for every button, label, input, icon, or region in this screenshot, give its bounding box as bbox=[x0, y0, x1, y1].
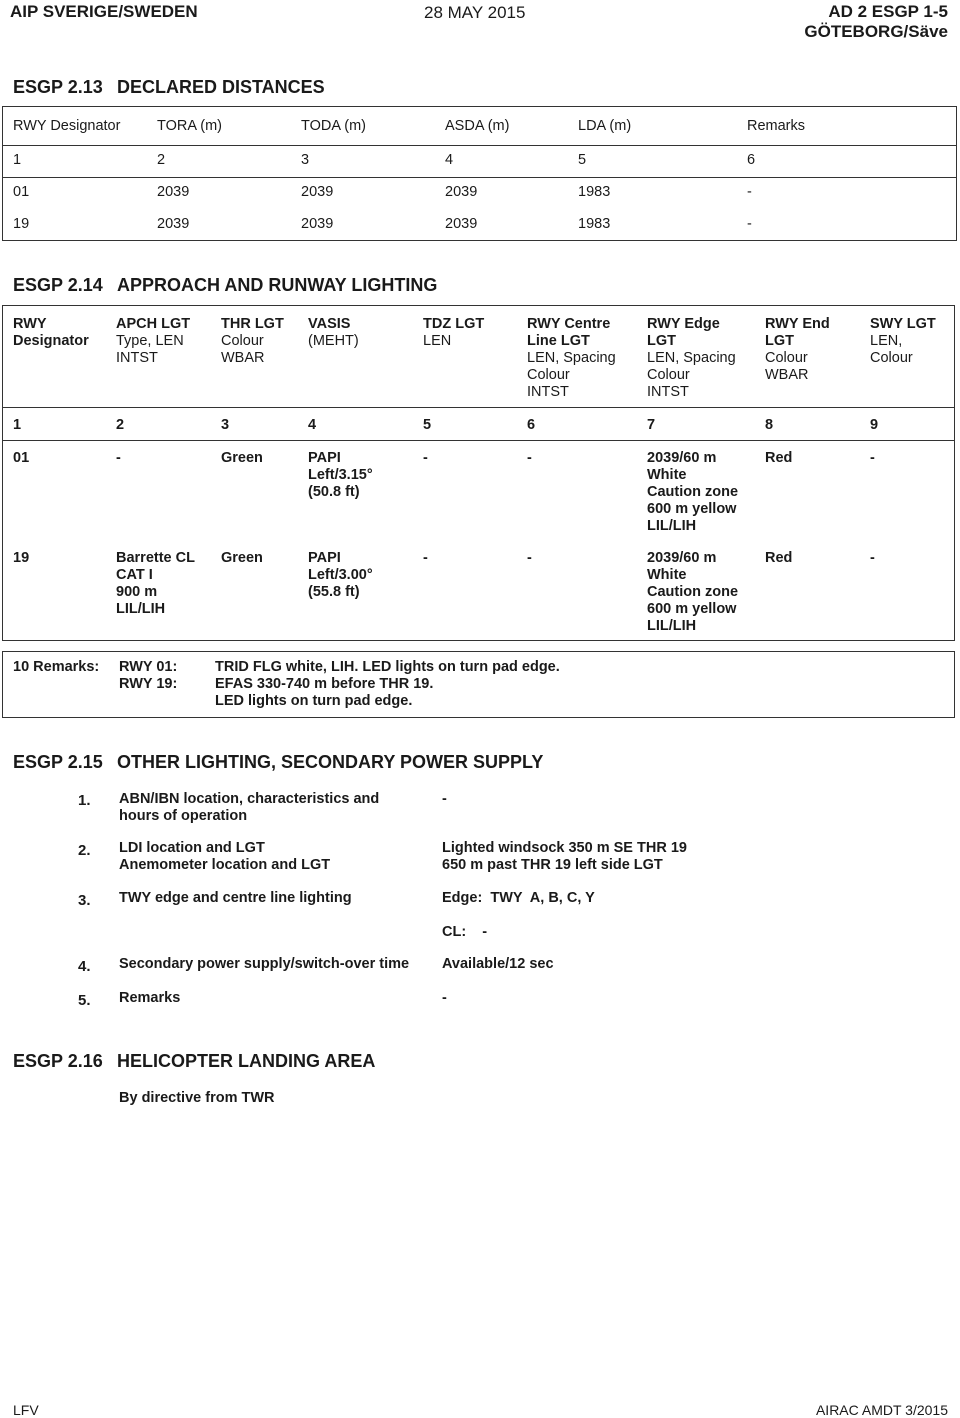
table-cell: Green bbox=[221, 450, 263, 466]
item-value: - bbox=[442, 791, 447, 807]
header-label: THR LGT bbox=[221, 316, 284, 332]
lighting-remarks-box bbox=[2, 651, 955, 718]
table-divider bbox=[3, 145, 956, 146]
table-cell: 2039 bbox=[157, 184, 190, 200]
declared-distances-table bbox=[2, 106, 957, 241]
remarks-rwy19-text: LED lights on turn pad edge. bbox=[215, 693, 413, 709]
header-sublabel: LEN, Spacing bbox=[527, 350, 616, 366]
header-cell bbox=[423, 316, 484, 350]
section-number: ESGP 2.14 bbox=[13, 275, 103, 295]
table-cell bbox=[647, 450, 738, 535]
cell-line: White bbox=[647, 567, 687, 583]
header-sublabel: LGT bbox=[765, 333, 794, 349]
table-cell: - bbox=[423, 450, 428, 466]
header-sublabel: LEN bbox=[423, 333, 452, 349]
header-sublabel: INTST bbox=[116, 350, 158, 366]
table-cell: Red bbox=[765, 550, 793, 566]
column-number: 6 bbox=[527, 417, 536, 433]
header-sublabel: Colour bbox=[870, 350, 913, 366]
header-cell bbox=[647, 316, 736, 401]
table-cell: - bbox=[527, 550, 532, 566]
header-sublabel: Colour bbox=[765, 350, 808, 366]
header-cell: LDA (m) bbox=[578, 118, 632, 134]
table-cell: - bbox=[116, 450, 121, 466]
table-divider bbox=[3, 177, 956, 178]
header-sublabel: Designator bbox=[13, 333, 89, 349]
remarks-rwy01-label: RWY 01: bbox=[119, 659, 178, 675]
header-sublabel: (MEHT) bbox=[308, 333, 359, 349]
table-cell bbox=[116, 550, 195, 618]
cell-line: Left/3.00° bbox=[308, 567, 373, 583]
aerodrome-name: GÖTEBORG/Säve bbox=[804, 22, 948, 41]
table-cell bbox=[647, 550, 738, 635]
column-number: 3 bbox=[301, 152, 310, 168]
table-cell: 2039 bbox=[445, 216, 478, 232]
remarks-rwy01-text: TRID FLG white, LIH. LED lights on turn pad edge. bbox=[215, 659, 560, 675]
header-cell: Remarks bbox=[747, 118, 806, 134]
header-label: SWY LGT bbox=[870, 316, 936, 332]
column-number: 1 bbox=[13, 152, 22, 168]
table-cell bbox=[308, 450, 373, 501]
cell-line: White bbox=[647, 467, 687, 483]
column-number: 5 bbox=[423, 417, 432, 433]
table-cell: 1983 bbox=[578, 216, 611, 232]
header-cell bbox=[308, 316, 359, 350]
header-label: RWY bbox=[13, 316, 47, 332]
section-number: ESGP 2.15 bbox=[13, 752, 103, 772]
header-sublabel: WBAR bbox=[765, 367, 809, 383]
cell-line: 2039/60 m bbox=[647, 550, 717, 566]
section-title: HELICOPTER LANDING AREA bbox=[117, 1051, 376, 1071]
header-sublabel: LGT bbox=[647, 333, 676, 349]
cell-line: 2039/60 m bbox=[647, 450, 717, 466]
table-cell: - bbox=[870, 450, 875, 466]
column-number: 5 bbox=[578, 152, 587, 168]
cell-line: 600 m yellow bbox=[647, 501, 737, 517]
item-number: 2. bbox=[78, 842, 91, 859]
section-number: ESGP 2.16 bbox=[13, 1051, 103, 1071]
column-number: 8 bbox=[765, 417, 774, 433]
table-cell: - bbox=[527, 450, 532, 466]
header-sublabel: Colour bbox=[527, 367, 570, 383]
helicopter-area-text: By directive from TWR bbox=[119, 1090, 275, 1106]
header-sublabel: Type, LEN bbox=[116, 333, 184, 349]
cell-line: Caution zone bbox=[647, 484, 739, 500]
page-reference bbox=[804, 2, 948, 42]
header-sublabel: Colour bbox=[647, 367, 690, 383]
page-number: AD 2 ESGP 1-5 bbox=[828, 2, 948, 21]
column-number: 3 bbox=[221, 417, 230, 433]
table-cell: 2039 bbox=[301, 216, 334, 232]
table-cell bbox=[308, 550, 373, 601]
footer-publisher: LFV bbox=[13, 1402, 39, 1418]
section-2-14-heading bbox=[13, 275, 437, 296]
item-label: LDI location and LGT bbox=[119, 840, 265, 856]
section-title: APPROACH AND RUNWAY LIGHTING bbox=[117, 275, 438, 295]
header-cell: TODA (m) bbox=[301, 118, 366, 134]
header-cell bbox=[13, 316, 89, 350]
approach-runway-lighting-table bbox=[2, 305, 955, 641]
section-2-16-heading bbox=[13, 1051, 375, 1072]
section-2-15-heading bbox=[13, 752, 543, 773]
cell-line: (50.8 ft) bbox=[308, 484, 360, 500]
column-number: 2 bbox=[116, 417, 125, 433]
item-label: Remarks bbox=[119, 990, 181, 1006]
header-cell bbox=[221, 316, 284, 367]
cell-line: CAT I bbox=[116, 567, 153, 583]
item-label: ABN/IBN location, characteristics and bbox=[119, 791, 380, 807]
item-value-cl: CL: - bbox=[442, 924, 488, 940]
table-cell: 2039 bbox=[301, 184, 334, 200]
column-number: 2 bbox=[157, 152, 166, 168]
header-label: TDZ LGT bbox=[423, 316, 485, 332]
table-cell: Red bbox=[765, 450, 793, 466]
header-label: APCH LGT bbox=[116, 316, 191, 332]
cell-line: PAPI bbox=[308, 450, 341, 466]
table-cell: 19 bbox=[13, 216, 30, 232]
remarks-rwy19-text: EFAS 330-740 m before THR 19. bbox=[215, 676, 434, 692]
column-number: 4 bbox=[445, 152, 454, 168]
cell-line: LIL/LIH bbox=[647, 618, 697, 634]
header-sublabel: Line LGT bbox=[527, 333, 590, 349]
header-cell bbox=[765, 316, 830, 384]
section-number: ESGP 2.13 bbox=[13, 77, 103, 97]
column-number: 6 bbox=[747, 152, 756, 168]
footer-amendment: AIRAC AMDT 3/2015 bbox=[815, 1402, 948, 1418]
cell-line: 900 m bbox=[116, 584, 158, 600]
header-sublabel: INTST bbox=[647, 384, 689, 400]
header-label: VASIS bbox=[308, 316, 351, 332]
section-title: OTHER LIGHTING, SECONDARY POWER SUPPLY bbox=[117, 752, 544, 772]
column-number: 1 bbox=[13, 417, 22, 433]
cell-line: PAPI bbox=[308, 550, 341, 566]
remarks-rwy19-label: RWY 19: bbox=[119, 676, 178, 692]
section-2-13-heading bbox=[13, 77, 325, 98]
header-cell: TORA (m) bbox=[157, 118, 222, 134]
remarks-label: 10 Remarks: bbox=[13, 659, 100, 675]
section-title: DECLARED DISTANCES bbox=[117, 77, 325, 97]
publication-title: AIP SVERIGE/SWEDEN bbox=[10, 2, 198, 21]
table-cell: 01 bbox=[13, 184, 30, 200]
header-sublabel: INTST bbox=[527, 384, 569, 400]
table-cell: 2039 bbox=[157, 216, 190, 232]
cell-line: (55.8 ft) bbox=[308, 584, 360, 600]
table-cell: - bbox=[747, 216, 752, 232]
column-number: 4 bbox=[308, 417, 317, 433]
cell-line: 600 m yellow bbox=[647, 601, 737, 617]
header-label: RWY Centre bbox=[527, 316, 611, 332]
header-cell bbox=[527, 316, 616, 401]
item-label: hours of operation bbox=[119, 808, 248, 824]
cell-line: Left/3.15° bbox=[308, 467, 373, 483]
item-label: Anemometer location and LGT bbox=[119, 857, 331, 873]
cell-line: LIL/LIH bbox=[647, 518, 697, 534]
table-cell: Green bbox=[221, 550, 263, 566]
cell-line: Caution zone bbox=[647, 584, 739, 600]
header-sublabel: LEN, Spacing bbox=[647, 350, 736, 366]
item-value: Available/12 sec bbox=[442, 956, 554, 972]
header-label: RWY End bbox=[765, 316, 830, 332]
header-sublabel: WBAR bbox=[221, 350, 265, 366]
table-cell: - bbox=[870, 550, 875, 566]
item-number: 4. bbox=[78, 958, 91, 975]
table-cell: - bbox=[747, 184, 752, 200]
table-cell: 2039 bbox=[445, 184, 478, 200]
cell-line: Barrette CL bbox=[116, 550, 195, 566]
item-value: Edge: TWY A, B, C, Y bbox=[442, 890, 595, 906]
header-cell: RWY Designator bbox=[13, 118, 121, 134]
cell-line: LIL/LIH bbox=[116, 601, 166, 617]
publication-date: 28 MAY 2015 bbox=[424, 3, 526, 22]
header-cell: ASDA (m) bbox=[445, 118, 510, 134]
item-number: 5. bbox=[78, 992, 91, 1009]
column-number: 7 bbox=[647, 417, 656, 433]
header-cell bbox=[116, 316, 190, 367]
header-sublabel: Colour bbox=[221, 333, 264, 349]
item-value: - bbox=[442, 990, 447, 1006]
item-number: 1. bbox=[78, 792, 91, 809]
item-value: 650 m past THR 19 left side LGT bbox=[442, 857, 663, 873]
column-number: 9 bbox=[870, 417, 879, 433]
item-value: Lighted windsock 350 m SE THR 19 bbox=[442, 840, 687, 856]
item-label: Secondary power supply/switch-over time bbox=[119, 956, 410, 972]
table-divider bbox=[3, 440, 954, 441]
header-sublabel: LEN, bbox=[870, 333, 903, 349]
item-number: 3. bbox=[78, 892, 91, 909]
item-label: TWY edge and centre line lighting bbox=[119, 890, 352, 906]
table-cell: 01 bbox=[13, 450, 30, 466]
table-divider bbox=[3, 407, 954, 408]
table-cell: 19 bbox=[13, 550, 30, 566]
header-cell bbox=[870, 316, 936, 367]
table-cell: - bbox=[423, 550, 428, 566]
header-label: RWY Edge bbox=[647, 316, 720, 332]
table-cell: 1983 bbox=[578, 184, 611, 200]
